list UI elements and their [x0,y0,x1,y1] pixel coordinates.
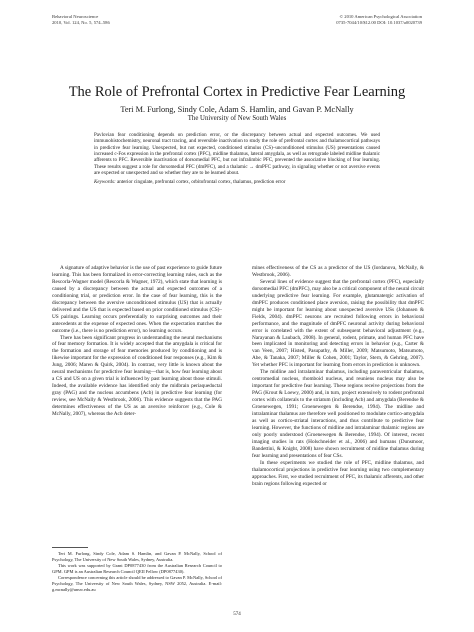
body-paragraph: Several lines of evidence suggest that the prefrontal cortex (PFC), especially dorsomedial PFC (dmPFC), may also be a critical component of the neural circuit underlying predictive fear learning. For example, glutamatergic activation of dmPFC produces conditioned place aversion, raising the possibility that dmPFC might be important for learning about unexpected aversive USs (Johansen & Fields, 2004). dmPFC neurons are recruited following errors in behavioral performance, and the magnitude of dmPFC neuronal activity during behavioral error is correlated with the extent of subsequent behavioral adjustment (e.g., Narayanan & Laubach, 2008). In general, rodent, primate, and human PFC have been implicated in monitoring and detecting errors in behavior (e.g., Carter & van Veen, 2007; Histed, Pasupathy, & Miller, 2009; Matsumoto, Matsumoto, Abe, & Tanaka, 2007; Miller & Cohen, 2001; Taylor, Stern, & Gehring, 2007). Yet whether PFC is important for learning from errors in prediction is unknown. [252,278,424,369]
running-header-right [336,14,422,26]
body-paragraph: There has been significant progress in understanding the neural mechanisms of fear memory formation. It is widely accepted that the amygdala is critical for the formation and storage of fear memories produced by conditioning and is likewise important for the expression of conditioned fear responses (e.g., Kim & Jung, 2006; Maren & Quirk, 2004). In contrast, very little is known about the neural mechanisms for predictive fear learning—that is, how fear learning about a CS and US on a given trial is influenced by past learning about those stimuli. Indeed, the available evidence has identified only the midbrain periaqueductal gray (PAG) and the nucleus accumbens (Acb) in predictive fear learning (for review, see McNally & Westbrook, 2006). This evidence suggests that the PAG determines effectiveness of the US as an aversive reinforcer (e.g., Cole & McNally, 2007), whereas the Acb deter- [52,334,222,418]
keywords-text: anterior cingulate, prefrontal cortex, orbitofrontal cortex, thalamus, prediction error [116,179,286,186]
body-paragraph: In these experiments we studied the role of PFC, midline thalamus, and thalamocortical projections in predictive fear learning using two complementary approaches. First, we studied recruitment of PFC, its thalamic afferents, and other brain regions following expected or [252,459,424,487]
footnote-paragraph: This work was supported by Grant DP0877430 from the Australian Research Council to GPM. GPM is an Australian Research Council QEII Fellow (DP0877430). [52,563,222,574]
running-header-left [52,14,110,26]
footnote-paragraph: Correspondence concerning this article should be addressed to Gavan P. McNally, School of Psychology, The University of New South Wales, Sydney, NSW 2052, Australia. E-mail: g.mcnally@unsw.edu.au [52,575,222,592]
body-paragraph: The midline and intralaminar thalamus, including paraventricular thalamus, centromedial nucleus, rhomboid nucleus, and reuniens nucleus may also be important for predictive fear learning. These regions receive projections from the PAG (Krout & Loewy, 2000) and, in turn, project extensively to rodent prefrontal cortex with collaterals to the striatum (including Acb) and amygdala (Berendse & Groenewegen, 1991; Groenewegen & Berendse, 1994). The midline and intralaminar thalamus are therefore well positioned to modulate cortico-amygdala as well as cortico-striatal interactions, and thus contribute to predictive fear learning. However, the functions of midline and intralaminar thalamic regions are only poorly understood (Groenewegen & Berendse, 1994). Of interest, recent imaging studies in rats (Holschneider et al., 2006) and humans (Dunsmoor, Bandettini, & Knight, 2008) have shown recruitment of midline thalamus during fear learning and presentations of fear CSs. [252,369,424,459]
body-paragraph: mines effectiveness of the CS as a predictor of the US (Iordanova, McNally, & Westbrook, 2006). [252,265,424,278]
keywords-line [94,179,380,185]
journal-citation: 2010, Vol. 124, No. 5, 574–586 [52,19,110,25]
footnote-divider [52,547,88,548]
body-paragraph: A signature of adaptive behavior is the use of past experience to guide future learning. This has been formalized in error-correcting learning rules, such as the Rescorla-Wagner model (Rescorla & Wagner, 1972), which state that learning is caused by a discrepancy between the actual and expected outcomes of a conditioning trial, or prediction error. In the case of fear learning, this is the discrepancy between the aversive unconditioned stimulus (US) that is actually delivered and the US that is expected based on prior conditioned stimulus (CS)–US pairings. Learning occurs preferentially to surprising outcomes and their antecedents at the expense of expected ones. When the expectation matches the outcome (i.e., there is no prediction error), no learning occurs. [52,265,222,334]
affiliation: The University of New South Wales [187,115,287,122]
page-number: 574 [233,612,241,617]
footnote-block [52,551,222,593]
article-title: The Role of Prefrontal Cortex in Predictive Fear Learning [68,84,406,100]
copyright-line: © 2010 American Psychological Association [339,14,422,19]
body-column-right [252,265,424,488]
journal-name: Behavioral Neuroscience [52,14,99,19]
author-list: Teri M. Furlong, Sindy Cole, Adam S. Hamlin, and Gavan P. McNally [120,105,354,114]
body-column-left [52,265,222,418]
abstract-block [94,132,380,186]
keywords-label: Keywords: [94,179,116,186]
doi-line: 0735-7044/10/$12.00 DOI: 10.1037/a0020739 [336,19,422,25]
abstract-text: Pavlovian fear conditioning depends on prediction error, or the discrepancy between actual and expected outcomes. We used immunohistochemistry, neuronal tract tracing, and reversible inactivation to study the role of prefrontal cortex and thalamocortical pathways in predictive fear learning. Unexpected, but not expected, conditioned stimulus (CS)–unconditioned stimulus (US) presentations caused increased c-Fos expression in the prefrontal cortex (PFC), midline thalamus, lateral amygdala, as well as retrograde labeled midline thalamic afferents to PFC. Reversible inactivation of dorsomedial PFC, but not infralimbic PFC, prevented the associative blocking of fear learning. These results suggest a role for dorsomedial PFC (dmPFC), and a thalamic → dmPFC pathway, in signaling whether or not aversive events are expected or unexpected and so whether they are to be learned about. [94,132,380,177]
footnote-paragraph: Teri M. Furlong, Sindy Cole, Adam S. Hamlin, and Gavan P. McNally, School of Psychology, The University of New South Wales, Sydney, Australia. [52,551,222,562]
